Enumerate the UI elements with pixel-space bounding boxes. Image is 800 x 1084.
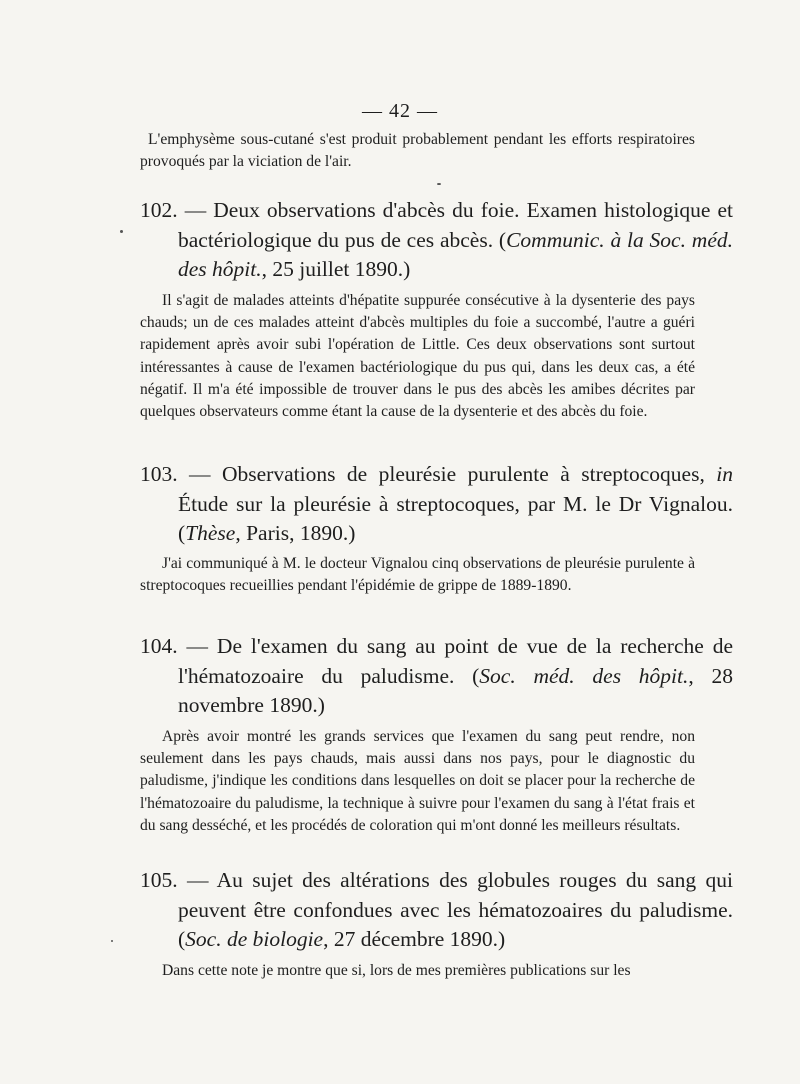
scan-speck — [111, 940, 113, 942]
scan-speck — [120, 230, 123, 233]
intro-paragraph — [140, 129, 695, 173]
entry-body-102: Il s'agit de malades atteints d'hépatite suppurée consécutive à la dysenterie des pays chauds; un de ces malades atteint d'abcès multiples du foie a succombé, l'autre a guéri rapidement après avoir subi l'opération de Little. Ces deux observations sont surtout intéressantes à cause de l'examen bactériologique du pus qui, dans les deux cas, a été négatif. Il m'a été impossible de trouver dans le pus des abcès les amibes décrites par quelques observateurs comme étant la cause de la dysenterie et des abcès du foie. — [140, 292, 695, 421]
entry-number: 105. — [140, 868, 178, 892]
page-number: — 42 — — [362, 100, 438, 122]
entry-heading-102: 102. — Deux observations d'abcès du foie. Examen histologique et bactériologique du pus de ces abcès. (Communic. à la Soc. méd. des hôpit., 25 juillet 1890.) — [140, 198, 733, 281]
entry-body-104: Après avoir montré les grands services que l'examen du sang peut rendre, non seulement dans les pays chauds, mais aussi dans nos pays, pour le diagnostic du paludisme, j'indique les conditions dans lesquelles on doit se placer pour la recherche de l'hématozoaire du paludisme, la technique à suivre pour l'examen du sang à l'état frais et du sang desséché, et les procédés de coloration qui m'ont donné les meilleurs résultats. — [140, 728, 695, 834]
entry-body-105: Dans cette note je montre que si, lors de mes premières publications sur les — [162, 962, 631, 979]
entry-heading-105: 105. — Au sujet des altérations des globules rouges du sang qui peuvent être confondues avec les hématozoaires du paludisme. (Soc. de biologie, 27 décembre 1890.) — [140, 868, 733, 951]
scan-speck — [437, 183, 441, 185]
entry-heading-104: 104. — De l'examen du sang au point de vue de la recherche de l'hématozoaire du paludisme. (Soc. méd. des hôpit., 28 novembre 1890.) — [140, 634, 734, 717]
entry-number: 103. — [140, 462, 178, 486]
intro-text: L'emphysème sous-cutané s'est produit probablement pendant les efforts respiratoires provoqués par la viciation de l'air. — [140, 131, 695, 171]
entry-heading-103: 103. — Observations de pleurésie purulente à streptocoques, in Étude sur la pleurésie à streptocoques, par M. le Dr Vignalou. (Thèse, Paris, 1890.) — [140, 462, 733, 545]
entry-number: 102. — [140, 198, 178, 222]
entry-number: 104. — [140, 634, 178, 658]
entry-body-103: J'ai communiqué à M. le docteur Vignalou cinq observations de pleurésie purulente à streptocoques recueillies pendant l'épidémie de grippe de 1889-1890. — [140, 555, 695, 595]
